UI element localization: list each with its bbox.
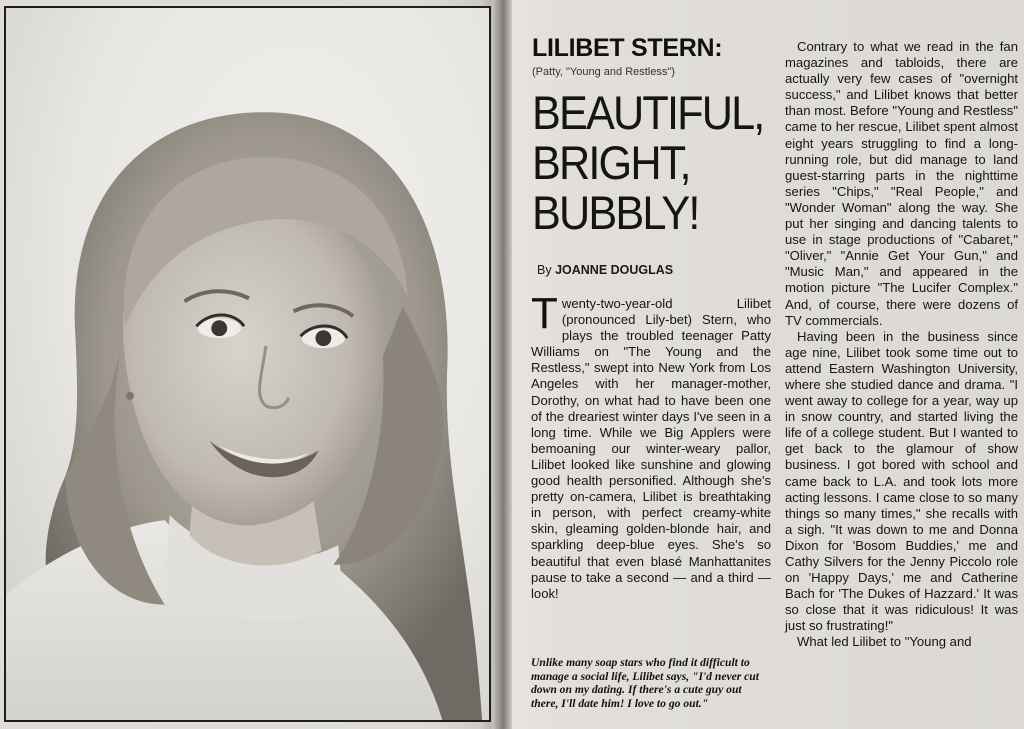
intro-text: wenty-two-year-old Lilibet (pronounced Lily-bet) Stern, who plays the troubled teenager Patty Williams on "The Young and the Restless," swept into New York from Los Angeles with her manager-mother, Dorothy, on what had to have been one of the dreariest winter days I've seen in a long time. While we Big Applers were bemoaning our winter-weary pallor, Lilibet looked like sunshine and glowing good health personified. Although she's pretty on-camera, Lilibet is breathtaking in person, with perfect creamy-white skin, gleaming golden-blonde hair, and sparkling deep-blue eyes. She's so beautiful that even blasé Manhattanites pause to take a second — and a third — look! xyxy=(531,296,771,601)
role-subtitle: (Patty, "Young and Restless") xyxy=(532,66,675,78)
article-headline: BEAUTIFUL, BRIGHT, BUBBLY! xyxy=(532,86,764,239)
portrait-illustration xyxy=(6,8,489,720)
byline-prefix: By xyxy=(537,263,552,277)
byline-author: JOANNE DOUGLAS xyxy=(555,263,674,277)
article-column-left xyxy=(531,289,771,602)
body-paragraph: What led Lilibet to "Young and xyxy=(797,634,972,650)
body-paragraph: Having been in the business since age nine, Lilibet took some time out to attend Eastern Washington University, where she studied dance and drama. "I went away to college for a year, way up in snow country, and started living the life of a college student. But I wanted to get back to the glamour of show business. I got bored with school and came back to L.A. and took lots more acting lessons. I came close to so many things so many times," she recalls with a sigh. "It was down to me and Donna Dixon for 'Bosom Buddies,' me and Cathy Silvers for the Jenny Piccolo role on 'Happy Days,' me and Catherine Bach for 'The Dukes of Hazzard.' It was so close that it was ridiculous! It was just so frustrating!" xyxy=(785,328,1018,634)
intro-paragraph xyxy=(531,289,771,602)
drop-cap: T xyxy=(531,289,558,338)
body-paragraph: Contrary to what we read in the fan magazines and tabloids, there are actually very few cases of "overnight success," and Lilibet knows that better than most. Before "Young and Restless" came to her rescue, Lilibet spent almost eight years struggling to find a long-running role, but did manage to land guest-starring parts in the nighttime series "Chips," "Real People," and "Wonder Woman" along the way. She put her singing and dancing talents to use in stage productions of "Cabaret," "Oliver," "Annie Get Your Gun," and "Music Man," and appeared in the motion picture "The Lucifer Complex." And, of course, there were dozens of TV commercials. xyxy=(785,39,1018,328)
headline-block xyxy=(532,34,772,238)
article-column-right xyxy=(785,39,1018,651)
pull-quote: Unlike many soap stars who find it difficult to manage a social life, Lilibet says, "I'd never cut down on my dating. If there's a cute guy out there, I'll date him! I love to go out." xyxy=(531,656,759,710)
left-page xyxy=(0,0,505,729)
subject-name: LILIBET STERN: xyxy=(532,34,723,62)
portrait-photo xyxy=(4,6,491,722)
byline xyxy=(537,263,673,277)
